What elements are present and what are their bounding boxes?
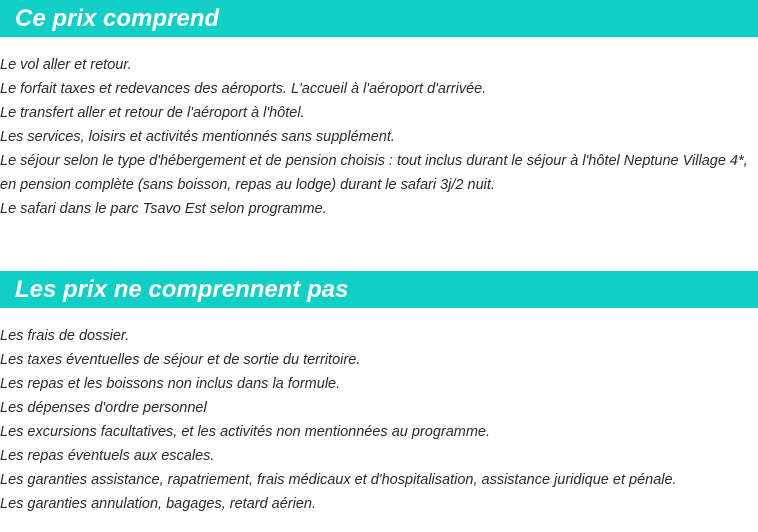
excludes-list bbox=[0, 324, 758, 516]
excludes-item-cancellation: Les garanties annulation, bagages, retard aérien. bbox=[0, 496, 316, 512]
excludes-item-fees: Les frais de dossier. bbox=[0, 328, 130, 344]
includes-item-services: Les services, loisirs et activités mentionnés sans supplément. bbox=[0, 129, 395, 145]
excludes-item-assistance: Les garanties assistance, rapatriement, frais médicaux et d'hospitalisation, assistance juridique et pénale. bbox=[0, 472, 677, 488]
excludes-item-personal-expenses: Les dépenses d'ordre personnel bbox=[0, 400, 207, 416]
excludes-item-taxes: Les taxes éventuelles de séjour et de sortie du territoire. bbox=[0, 352, 361, 368]
includes-item-airport-taxes: Le forfait taxes et redevances des aéroports. L'accueil à l'aéroport d'arrivée. bbox=[0, 81, 487, 97]
excludes-section-title: Les prix ne comprennent pas bbox=[0, 271, 758, 308]
includes-item-stay: Le séjour selon le type d'hébergement et de pension choisis : tout inclus durant le séjour à l'hôtel Neptune Village 4*, en pension complète (sans boisson, repas au lodge) durant le safari 3j/2 nuit. bbox=[0, 153, 748, 193]
includes-item-flight: Le vol aller et retour. bbox=[0, 57, 132, 73]
includes-section-title: Ce prix comprend bbox=[0, 0, 758, 37]
includes-item-safari: Le safari dans le parc Tsavo Est selon programme. bbox=[0, 201, 327, 217]
includes-list bbox=[0, 53, 758, 221]
excludes-item-stopover-meals: Les repas éventuels aux escales. bbox=[0, 448, 215, 464]
excludes-item-meals-drinks: Les repas et les boissons non inclus dans la formule. bbox=[0, 376, 341, 392]
excludes-item-excursions: Les excursions facultatives, et les activités non mentionnées au programme. bbox=[0, 424, 491, 440]
includes-item-transfer: Le transfert aller et retour de l'aéroport à l'hôtel. bbox=[0, 105, 305, 121]
